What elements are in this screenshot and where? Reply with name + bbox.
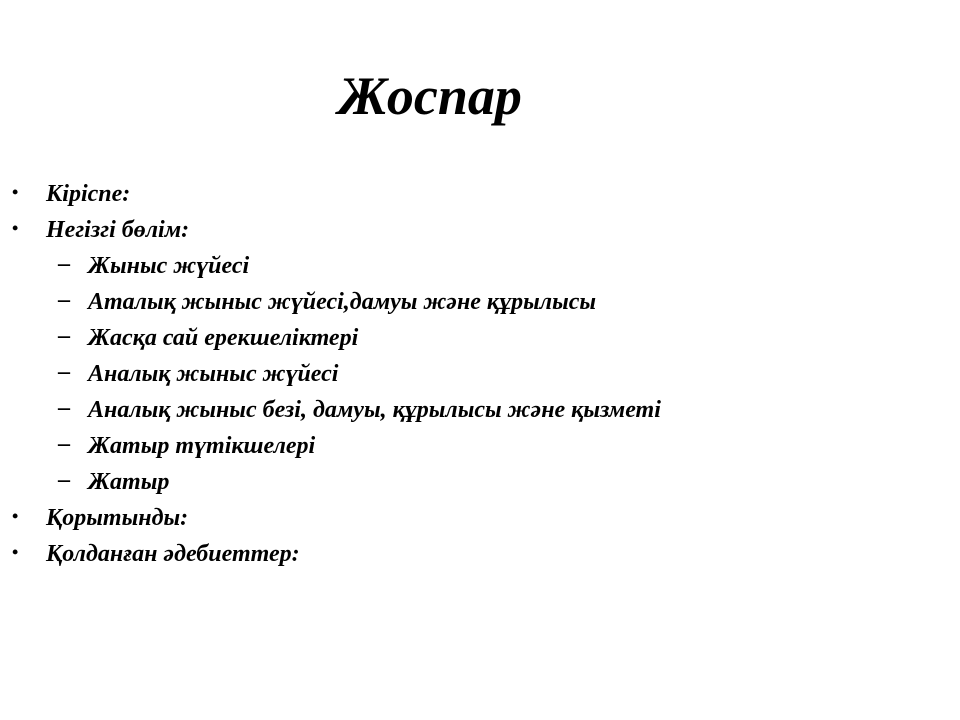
outline-subitem-text: Жасқа сай ерекшеліктері [88, 325, 359, 351]
dash-marker: – [58, 467, 70, 493]
bullet-marker: • [12, 218, 19, 238]
outline-subitem-age-features [0, 320, 960, 356]
outline-subitem-text: Жыныс жүйесі [88, 253, 250, 279]
outline-subitem-reproductive-system [0, 248, 960, 284]
outline-list [0, 176, 960, 572]
outline-subitem-text: Жатыр [88, 469, 170, 495]
outline-item-text: Қолданған әдебиеттер: [46, 541, 300, 567]
outline-item-conclusion [0, 500, 960, 536]
outline-item-text: Қорытынды: [46, 505, 189, 531]
outline-item-text: Негізгі бөлім: [46, 217, 190, 243]
outline-subitem-fallopian-tubes [0, 428, 960, 464]
outline-item-main-part [0, 212, 960, 248]
bullet-marker: • [12, 182, 19, 202]
outline-item-text: Кіріспе: [46, 181, 131, 207]
outline-subitem-text: Жатыр түтікшелері [88, 433, 316, 459]
bullet-marker: • [12, 542, 19, 562]
dash-marker: – [58, 287, 70, 313]
outline-subitem-uterus [0, 464, 960, 500]
outline-subitem-text: Аналық жыныс безі, дамуы, құрылысы және қызметі [88, 397, 661, 423]
slide-title-text: Жоспар [338, 66, 522, 126]
dash-marker: – [58, 395, 70, 421]
outline-subitem-ovary [0, 392, 960, 428]
slide-title [0, 58, 860, 134]
outline-subitem-female-system [0, 356, 960, 392]
outline-subitem-text: Аталық жыныс жүйесі,дамуы және құрылысы [88, 289, 597, 315]
outline-item-references [0, 536, 960, 572]
dash-marker: – [58, 323, 70, 349]
bullet-marker: • [12, 506, 19, 526]
outline-subitem-male-system [0, 284, 960, 320]
dash-marker: – [58, 359, 70, 385]
outline-subitem-text: Аналық жыныс жүйесі [88, 361, 339, 387]
dash-marker: – [58, 251, 70, 277]
outline-item-introduction [0, 176, 960, 212]
dash-marker: – [58, 431, 70, 457]
